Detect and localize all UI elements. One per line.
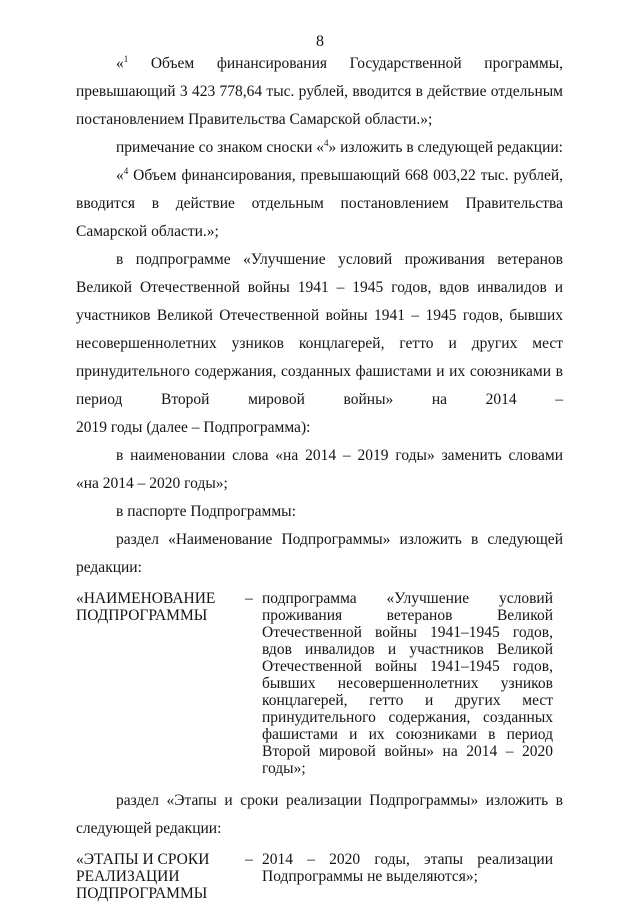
stages-instruction: раздел «Этапы и сроки реализации Подпрограммы» изложить в следующей редакции:: [76, 792, 563, 837]
text-fragment: «: [116, 167, 124, 184]
text-fragment: Объем финансирования Государственной программы, превышающий 3 423 778,64 тыс. рублей, вводится в действие отдельным постановлением Правительства Самарской области.»;: [76, 55, 563, 128]
footnote-mark: 4: [123, 166, 129, 176]
document-body: [76, 50, 563, 912]
section-name-instruction: раздел «Наименование Подпрограммы» изложить в следующей редакции:: [76, 531, 563, 576]
subprogram-paragraph-tail: 2019 годы (далее – Подпрограмма):: [76, 419, 311, 436]
page-number: 8: [316, 33, 324, 50]
stages-table-row: [76, 851, 563, 902]
subprogram-paragraph: в подпрограмме «Улучшение условий проживания ветеранов Великой Отечественной войны 1941 – 1945 годов, вдов инвалидов и участников Великой Отечественной войны 1941 – 1945 годов, бывших несовершеннолетних узников концлагерей, гетто и других мест принудительного содержания, созданных фашистами и их союзниками в период Второй мировой войны» на 2014 –: [76, 251, 563, 408]
rename-paragraph: в наименовании слова «на 2014 – 2019 годы» заменить словами «на 2014 – 2020 годы»;: [76, 447, 563, 492]
stages-table-text: 2014 – 2020 годы, этапы реализации Подпрограммы не выделяются»;: [262, 851, 553, 885]
footnote-1-paragraph: [76, 50, 563, 134]
note-instruction-paragraph: [76, 134, 563, 162]
name-table-label: «НАИМЕНОВАНИЕ ПОДПРОГРАММЫ: [76, 590, 216, 624]
name-table-dash: –: [245, 590, 253, 607]
footnote-4-paragraph: [76, 162, 563, 246]
stages-table-dash: –: [245, 851, 253, 868]
name-table-text: подпрограмма «Улучшение условий проживания ветеранов Великой Отечественной войны 1941–1945 годов, вдов инвалидов и участников Великой Отечественной войны 1941–1945 годов, бывших несовершеннолетних узников концлагерей, гетто и других мест принудительного содержания, созданных фашистами и их союзниками в период Второй мировой войны» на 2014 – 2020 годы»;: [262, 590, 553, 777]
name-table-row: [76, 590, 563, 777]
text-fragment: примечание со знаком сноски «: [116, 139, 324, 156]
footnote-mark: 1: [123, 54, 129, 64]
passport-paragraph: в паспорте Подпрограммы:: [116, 503, 296, 520]
stages-table-label: «ЭТАПЫ И СРОКИ РЕАЛИЗАЦИИ ПОДПРОГРАММЫ: [76, 851, 210, 902]
text-fragment: » изложить в следующей редакции:: [328, 139, 563, 156]
text-fragment: «: [116, 55, 124, 72]
footnote-mark: 4: [324, 138, 329, 148]
text-fragment: Объем финансирования, превышающий 668 003,22 тыс. рублей, вводится в действие отдельным постановлением Правительства Самарской области.»;: [76, 167, 563, 240]
